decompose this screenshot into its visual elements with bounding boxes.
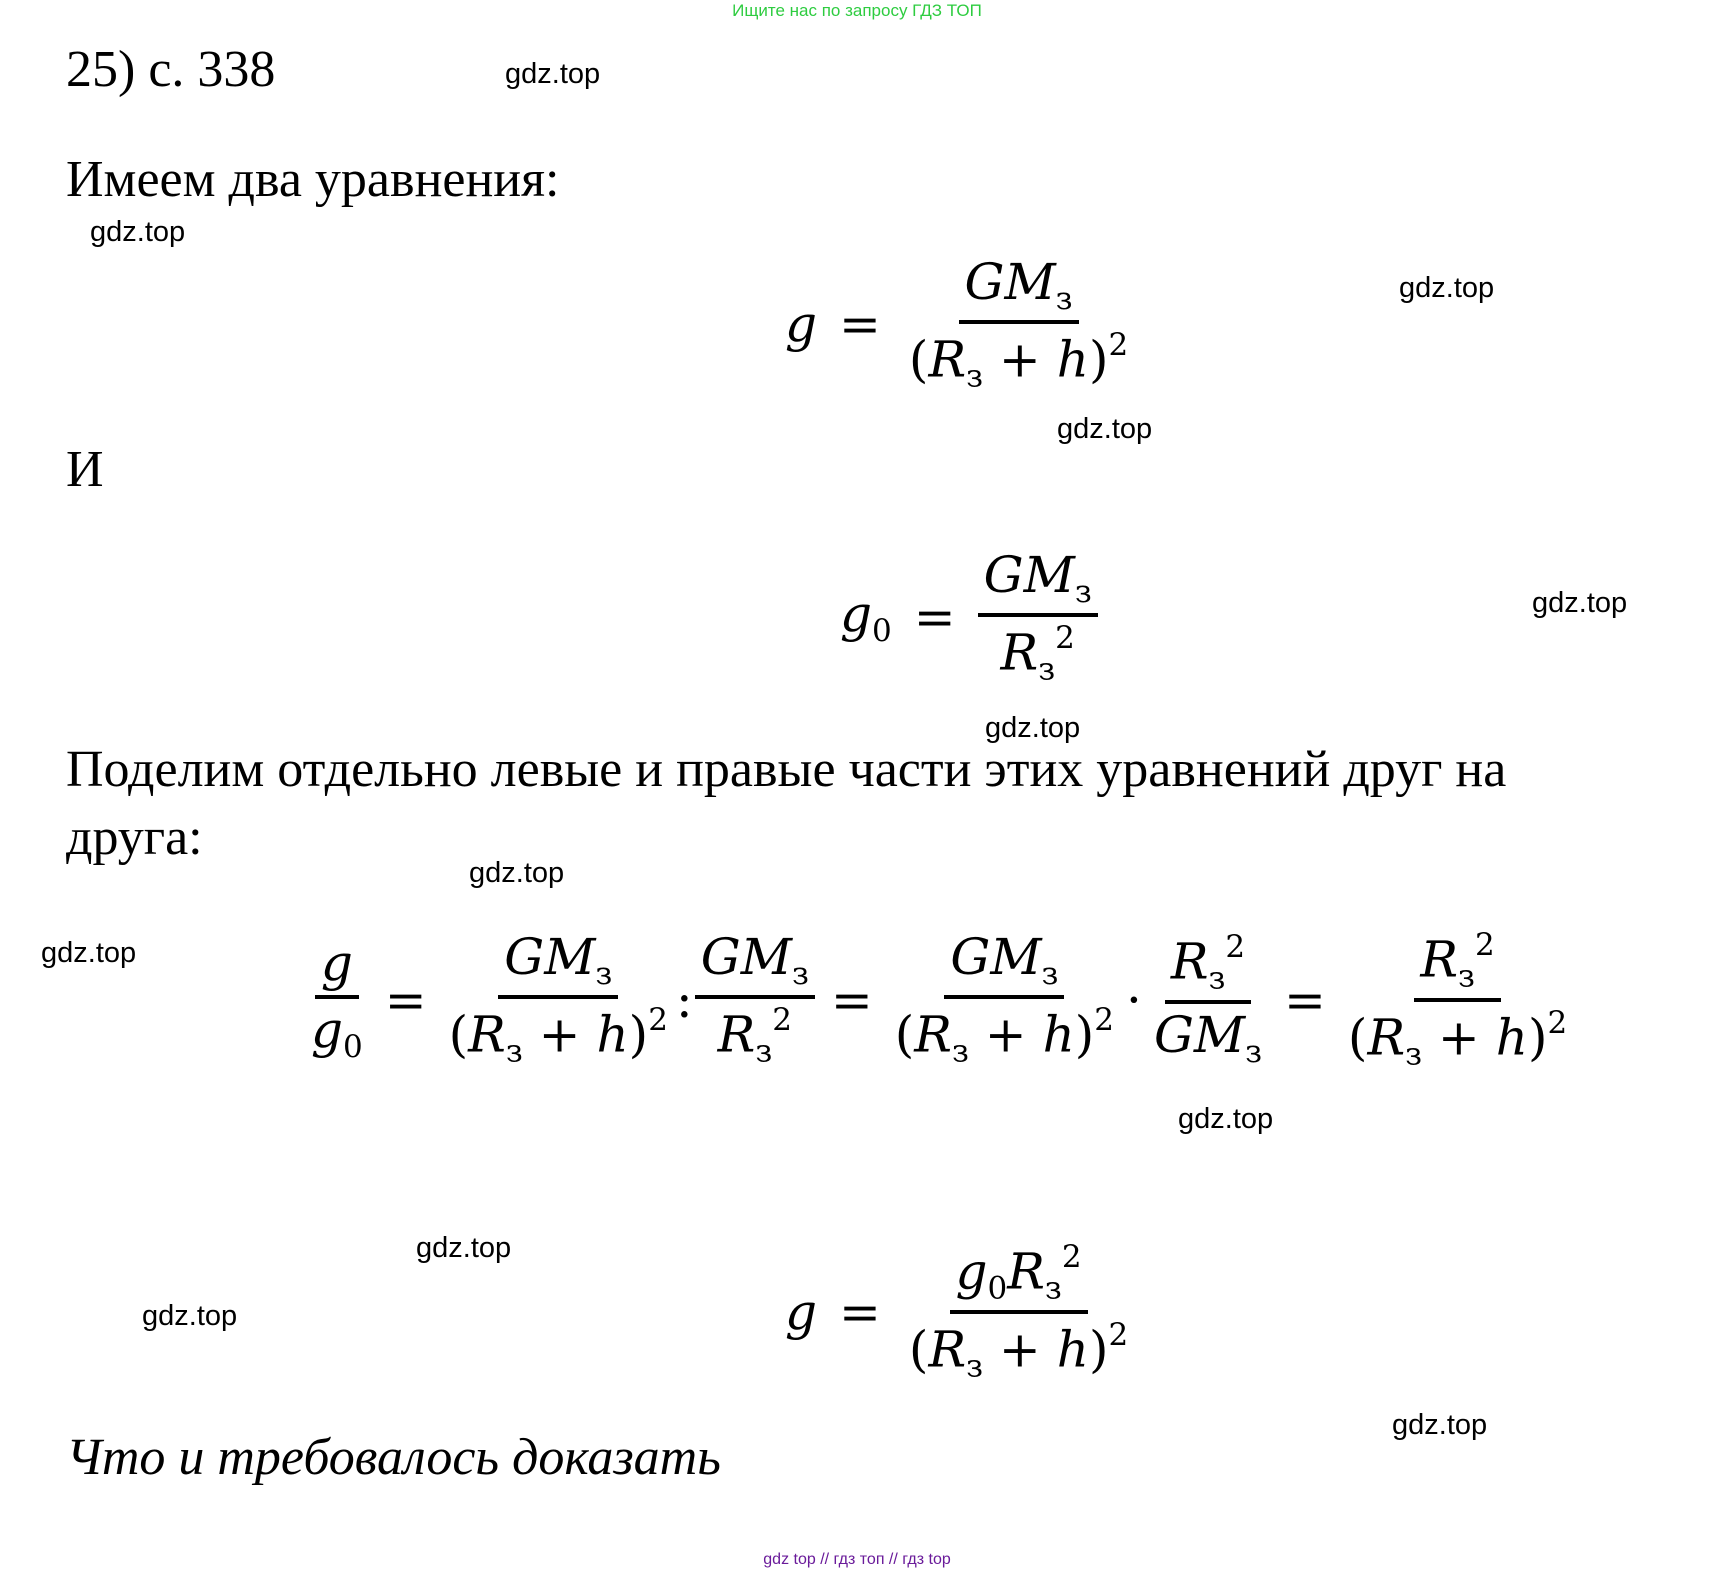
and-word: И <box>66 441 104 498</box>
watermark: gdz.top <box>469 857 565 889</box>
intro-text: Имеем два уравнения: <box>66 151 560 208</box>
bottom-banner[interactable]: gdz top // гдз топ // гдз top <box>763 1551 951 1568</box>
watermark: gdz.top <box>416 1232 512 1264</box>
fraction-g-over-g0: $\frac{g}{g_0}$ <box>311 933 363 1065</box>
watermark: gdz.top <box>90 216 186 248</box>
divide-text-line2: друга: <box>66 809 203 866</box>
watermark: gdz.top <box>41 937 137 969</box>
fraction: $\frac{R_з^2}{GM_з}$ <box>1153 929 1263 1070</box>
watermark: gdz.top <box>505 58 601 90</box>
fraction: $\frac{GM_з}{(R_з + h)^2}$ <box>448 928 668 1070</box>
equation-4: g = $\frac{g_0R_з^2}{(R_з + h)^2}$ <box>785 1240 1134 1383</box>
var-g: g <box>785 295 818 354</box>
equals-sign: = <box>913 588 956 647</box>
equation-2: $g_0$ = $\frac{GM_з}{R_з^2}$ <box>840 548 1098 687</box>
watermark: gdz.top <box>1178 1103 1274 1135</box>
watermark: gdz.top <box>142 1300 238 1332</box>
watermark: gdz.top <box>1532 587 1628 619</box>
watermark: gdz.top <box>1399 272 1495 304</box>
conclusion-text: Что и требовалось доказать <box>66 1429 721 1486</box>
equation-3: $\frac{g}{g_0}$ = $\frac{GM_з}{(R_з + h)^2}$ : $\frac{GM_з}{R_з^2}$ = $\frac{GM_з}{(R_з + h)^2}$ · $\frac{R_з^2}{GM_з}$ = $\frac{R_з^2}{(R_з + h)^2}$ <box>305 928 1573 1071</box>
fraction: $\frac{g_0R_з^2}{(R_з + h)^2}$ <box>908 1239 1129 1385</box>
divide-text-line1: Поделим отдельно левые и правые части этих уравнений друг на <box>66 741 1507 798</box>
equation-1 <box>785 255 1134 394</box>
watermark: gdz.top <box>1392 1409 1488 1441</box>
watermark: gdz.top <box>1057 413 1153 445</box>
top-banner[interactable]: Ищите нас по запросу ГДЗ ТОП <box>732 1 982 20</box>
watermark: gdz.top <box>985 712 1081 744</box>
equals-sign: = <box>839 295 881 354</box>
problem-header: 25) с. 338 <box>66 41 276 98</box>
fraction: $\frac{GM_з}{(R_з + h)^2}$ <box>908 253 1129 395</box>
fraction: $\frac{GM_з}{(R_з + h)^2}$ <box>894 928 1115 1070</box>
fraction: $\frac{GM_з}{R_з^2}$ <box>695 930 815 1069</box>
fraction: $\frac{R_з^2}{(R_з + h)^2}$ <box>1347 927 1568 1073</box>
fraction: $\frac{GM_з}{R_з^2}$ <box>978 548 1098 687</box>
